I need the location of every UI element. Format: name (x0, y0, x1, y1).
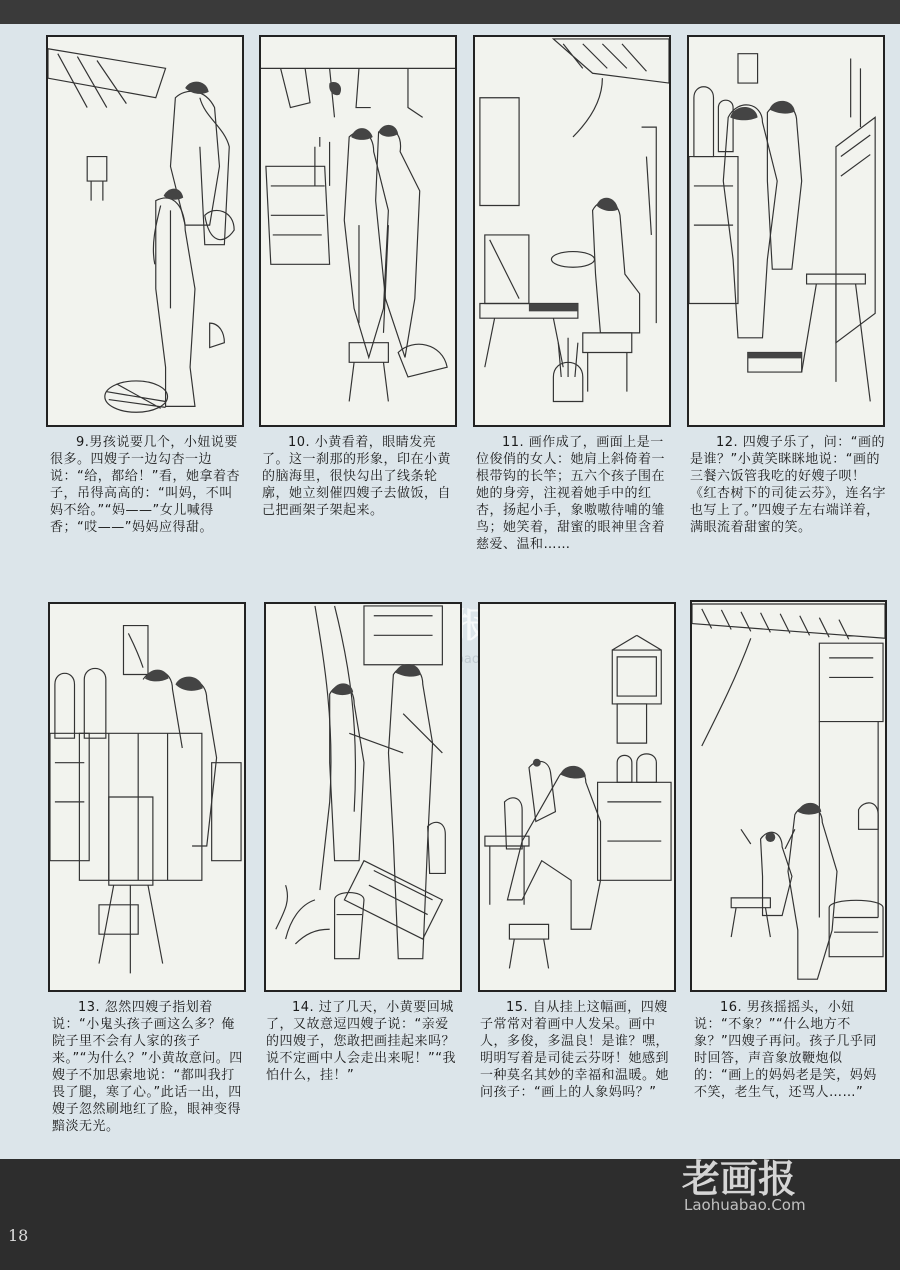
caption-panel-13: 13. 忽然四嫂子指划着说：“小鬼头孩子画这么多？俺院子里不会有人家的孩子来。”“为什么？”小黄故意问。四嫂子不加思索地说：“都叫我打畏了腿，寒了心。”此话一出，四嫂子忽然刷地红了脸，眼神变得黯淡无光。 (52, 1000, 243, 1134)
comic-panel-10 (259, 35, 457, 427)
illustration-woman-with-children (480, 604, 674, 990)
illustration-children-laughing (692, 602, 885, 990)
comic-panel-12 (687, 35, 885, 427)
comic-panel-15 (478, 602, 676, 992)
caption-panel-12: 12. 四嫂子乐了，问：“画的是谁？”小黄笑眯眯地说：“画的三餐六饭管我吃的好嫂子呗！《红杏树下的司徒云芬》，连名字也写上了。”四嫂子左右端详着，满眼流着甜蜜的笑。 (690, 435, 887, 535)
illustration-girl-with-basket (48, 37, 242, 425)
illustration-women-by-tree (266, 604, 460, 990)
comic-panel-9 (46, 35, 244, 427)
caption-panel-10: 10. 小黄看着，眼睛发亮了。这一刹那的形象，印在小黄的脑海里，很快勾出了线条轮廓，她立刻催四嫂子去做饭，自己把画架子架起来。 (262, 435, 452, 518)
watermark-bottom-right: 老画报 (682, 1157, 797, 1201)
watermark-bottom-right-url: Laohuabao.Com (684, 1196, 806, 1214)
illustration-two-women-kitchen (261, 37, 455, 425)
illustration-women-at-easel-back (50, 604, 244, 990)
illustration-woman-painting (475, 37, 669, 425)
comic-panel-13 (48, 602, 246, 992)
caption-panel-16: 16. 男孩摇摇头，小妞说：“不象？”“什么地方不象？”四嫂子再问。孩子几乎同时回答，声音象放鞭炮似的：“画上的妈妈老是笑，妈妈不笑，老生气，还骂人……” (694, 1000, 877, 1100)
illustration-women-with-easel (689, 37, 883, 425)
top-border (0, 0, 900, 24)
caption-panel-15: 15. 自从挂上这幅画，四嫂子常常对着画中人发呆。画中人，多俊，多温良！是谁？嘿，明明写着是司徒云芬呀！她感到一种莫名其妙的幸福和温暖。她问孩子：“画上的人象妈吗？” (480, 1000, 670, 1100)
caption-panel-11: 11. 画作成了，画面上是一位俊俏的女人：她肩上斜倚着一根带钩的长竿；五六个孩子围在她的身旁，注视着她手中的红杏，扬起小手，象嗷嗷待哺的雏鸟；她笑着，甜蜜的眼神里含着慈爱、温和…… (476, 435, 666, 552)
comic-panel-16 (690, 600, 887, 992)
page-number: 18 (8, 1226, 29, 1245)
caption-panel-14: 14. 过了几天，小黄要回城了，又故意逗四嫂子说：“亲爱的四嫂子，您敢把画挂起来吗？说不定画中人会走出来呢！”“我怕什么，挂！” (266, 1000, 456, 1083)
comic-panel-11 (473, 35, 671, 427)
comic-panel-14 (264, 602, 462, 992)
caption-panel-9: 9.男孩说要几个，小妞说要很多。四嫂子一边勾杏一边说：“给，都给！”看，她拿着杏子，吊得高高的：“叫妈，不叫妈不给。”“妈——”女儿喊得香；“哎——”妈妈应得甜。 (50, 435, 240, 535)
